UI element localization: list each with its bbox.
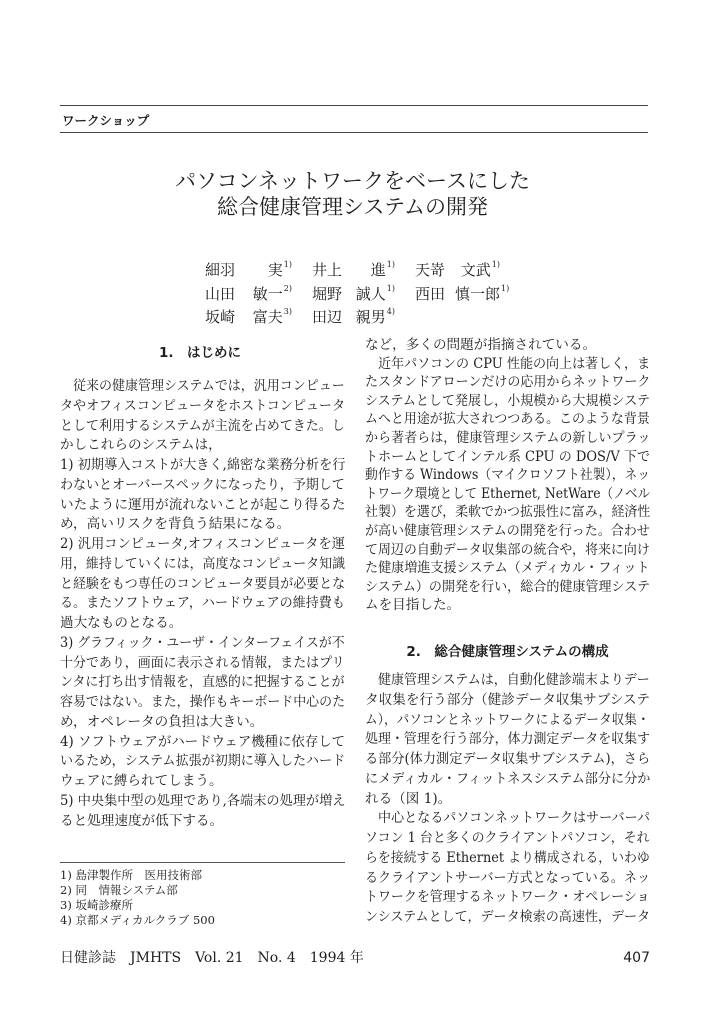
text-line: 1) 初期導入コストが大きく,綿密な業務分析を行 xyxy=(60,457,346,473)
text-line: ソコン 1 台と多くのクライアントパソコン，それ xyxy=(365,830,650,846)
author-family-name: 天嵜 xyxy=(415,261,446,279)
author-affiliation-note: 1) xyxy=(501,284,510,293)
author-given-name-text: 親男 xyxy=(355,308,386,326)
text-line: から著者らは，健康管理システムの新しいプラッ xyxy=(365,429,651,446)
text-line: わないとオーバースペックになったり，予期して xyxy=(60,476,345,493)
text-line: 用，維持していくには，高度なコンピュータ知識 xyxy=(60,555,346,572)
author-given-name-text: 富夫 xyxy=(252,308,283,326)
text-line: 過大なものとなる。 xyxy=(60,615,183,631)
text-line: ンシステムとして，データ検索の高速性，データ xyxy=(365,909,651,925)
text-line: 2) 汎用コンピュータ,オフィスコンピュータを運 xyxy=(60,536,345,552)
text-line: 3) グラフィック・ユーザ・インターフェイスが不 xyxy=(60,634,345,651)
author-given-name xyxy=(253,284,292,304)
author-given-name xyxy=(268,260,292,280)
text-line: ると処理速度が低下する。 xyxy=(60,812,224,829)
text-line: トワーク環境として Ethernet, NetWare（ノベル xyxy=(365,485,650,502)
author xyxy=(205,260,292,280)
text-line: 近年パソコンの CPU 性能の向上は著しく，ま xyxy=(365,355,651,372)
author-given-name xyxy=(253,307,292,327)
footnote: 4) 京都メディカルクラブ 500 xyxy=(60,913,215,927)
text-line: る。またソフトウェア，ハードウェアの維持費も xyxy=(60,595,345,612)
text-line: た健康増進支援システム（メディカル・フィット xyxy=(365,560,650,577)
author-family-name: 坂崎 xyxy=(205,308,236,326)
text-line: るクライアントサーバー方式となっている。ネッ xyxy=(365,869,651,886)
section-1-body xyxy=(60,377,345,831)
author xyxy=(205,284,292,304)
author-given-name-text: 実 xyxy=(267,261,283,279)
author xyxy=(205,307,292,327)
author xyxy=(312,260,395,280)
author xyxy=(312,284,395,304)
text-line: が高い健康管理システムの開発を行った。合わせ xyxy=(365,522,650,539)
author-given-name xyxy=(371,260,395,280)
text-line: れる（図 1)。 xyxy=(365,790,452,807)
text-line: タ収集を行う部分（健診データ収集サブシステ xyxy=(365,691,650,708)
text-line: にメディカル・フィットネスシステム部分に分か xyxy=(365,770,651,787)
footnote: 1) 島津製作所 医用技術部 xyxy=(60,868,202,882)
text-line: 社製）を選び，柔軟でかつ拡張性に富み，経済性 xyxy=(365,504,651,521)
text-line: たスタンドアローンだけの応用からネットワーク xyxy=(365,374,651,391)
text-line: 処理・管理を行う部分，体力測定データを収集す xyxy=(365,731,651,748)
section-2-body xyxy=(365,671,650,928)
author-given-name xyxy=(455,284,509,304)
author-family-name: 堀野 xyxy=(312,285,343,303)
section-2-heading: 2. 総合健康管理システムの構成 xyxy=(406,644,609,660)
journal-citation: 日健診誌 JMHTS Vol. 21 No. 4 1994 年 xyxy=(60,950,364,966)
text-line: として利用するシステムが主流を占めてきた。し xyxy=(60,417,345,434)
author-given-name xyxy=(356,284,395,304)
footnote: 2) 同 情報システム部 xyxy=(60,883,178,897)
text-line: ムへと用途が拡大されつつある。このような背景 xyxy=(365,411,650,428)
text-line: 4) ソフトウェアがハードウェア機種に依存して xyxy=(60,733,346,750)
text-line: かしこれらのシステムは， xyxy=(60,437,222,454)
author-affiliation-note: 4) xyxy=(386,307,395,316)
author-given-name-text: 敏一 xyxy=(252,285,283,303)
author xyxy=(415,260,500,280)
section-1-heading: 1. はじめに xyxy=(158,345,242,361)
author-given-name-text: 慎一郎 xyxy=(455,285,501,303)
text-line: と経験をもつ専任のコンピュータ要員が必要とな xyxy=(60,575,346,592)
author-affiliation-note: 2) xyxy=(283,284,292,293)
author-given-name-text: 進 xyxy=(370,261,386,279)
text-line: 中心となるパソコンネットワークはサーバーパ xyxy=(365,810,651,827)
author-affiliation-note: 1) xyxy=(283,260,292,269)
text-line: ム），パソコンとネットワークによるデータ収集・ xyxy=(365,711,650,728)
title-line-2: 総合健康管理システムの開発 xyxy=(217,195,488,219)
text-line: など，多くの問題が指摘されている。 xyxy=(365,337,597,353)
text-line: トホームとしてインテル系 CPU の DOS/V 下で xyxy=(365,448,651,465)
text-line: いるため，システム拡張が初期に導入したハード xyxy=(60,753,346,770)
author-affiliation-note: 3) xyxy=(283,307,292,316)
author-affiliation-note: 1) xyxy=(386,284,395,293)
text-line: ウェアに縛られてしまう。 xyxy=(60,773,223,789)
author-family-name: 山田 xyxy=(205,285,236,303)
text-line: 十分であり，画面に表示される情報，またはプリ xyxy=(60,654,345,671)
text-line: システムとして発展し，小規模から大規模システ xyxy=(365,392,651,409)
author-given-name-text: 文武 xyxy=(460,261,491,279)
text-line: ムを目指した。 xyxy=(365,597,461,614)
section-label: ワークショップ xyxy=(62,113,150,128)
text-line: 従来の健康管理システムでは，汎用コンピュー xyxy=(60,378,345,394)
text-line: め，高いリスクを背負う結果になる。 xyxy=(60,516,291,533)
author-affiliation-note: 1) xyxy=(491,260,500,269)
author-affiliation-note: 1) xyxy=(386,260,395,269)
author xyxy=(415,284,509,304)
author-given-name-text: 誠人 xyxy=(355,285,386,303)
text-line: いたように運用が流れないことが起こり得るた xyxy=(60,496,346,513)
text-line: て周辺の自動データ収集部の統合や，将来に向け xyxy=(365,541,650,558)
footnote-rule xyxy=(60,862,345,863)
author-family-name: 井上 xyxy=(312,261,343,279)
text-line: 健康管理システムは，自動化健診端末よりデー xyxy=(365,672,650,688)
header-rule-top xyxy=(60,105,648,106)
author-family-name: 細羽 xyxy=(205,261,236,279)
header-rule-bottom xyxy=(60,132,648,133)
footnote: 3) 坂崎診療所 xyxy=(60,898,133,912)
text-line: 動作する Windows（マイクロソフト社製），ネッ xyxy=(365,467,650,484)
author-given-name xyxy=(356,307,395,327)
right-intro-body xyxy=(365,336,650,615)
page-number: 407 xyxy=(623,950,650,966)
text-line: め，オペレータの負担は大きい。 xyxy=(60,713,264,730)
author-family-name: 田辺 xyxy=(312,308,343,326)
text-line: システム）の開発を行い，総合的健康管理システ xyxy=(365,578,651,595)
author xyxy=(312,307,395,327)
text-line: る部分(体力測定データ収集サブシステム)，さら xyxy=(365,751,651,767)
text-line: 5) 中央集中型の処理であり,各端末の処理が増え xyxy=(60,792,346,809)
text-line: ンタに打ち出す情報を，直感的に把握することが xyxy=(60,674,345,691)
text-line: らを接続する Ethernet より構成される，いわゆ xyxy=(365,849,650,866)
text-line: 容易ではない。また，操作もキーボード中心のた xyxy=(60,694,346,710)
text-line: トワークを管理するネットワーク・オペレーショ xyxy=(365,889,650,906)
author-given-name xyxy=(461,260,500,280)
title-line-1: パソコンネットワークをベースにした xyxy=(175,169,530,193)
author-family-name: 西田 xyxy=(415,285,446,303)
text-line: タやオフィスコンピュータをホストコンピュータ xyxy=(60,397,346,414)
